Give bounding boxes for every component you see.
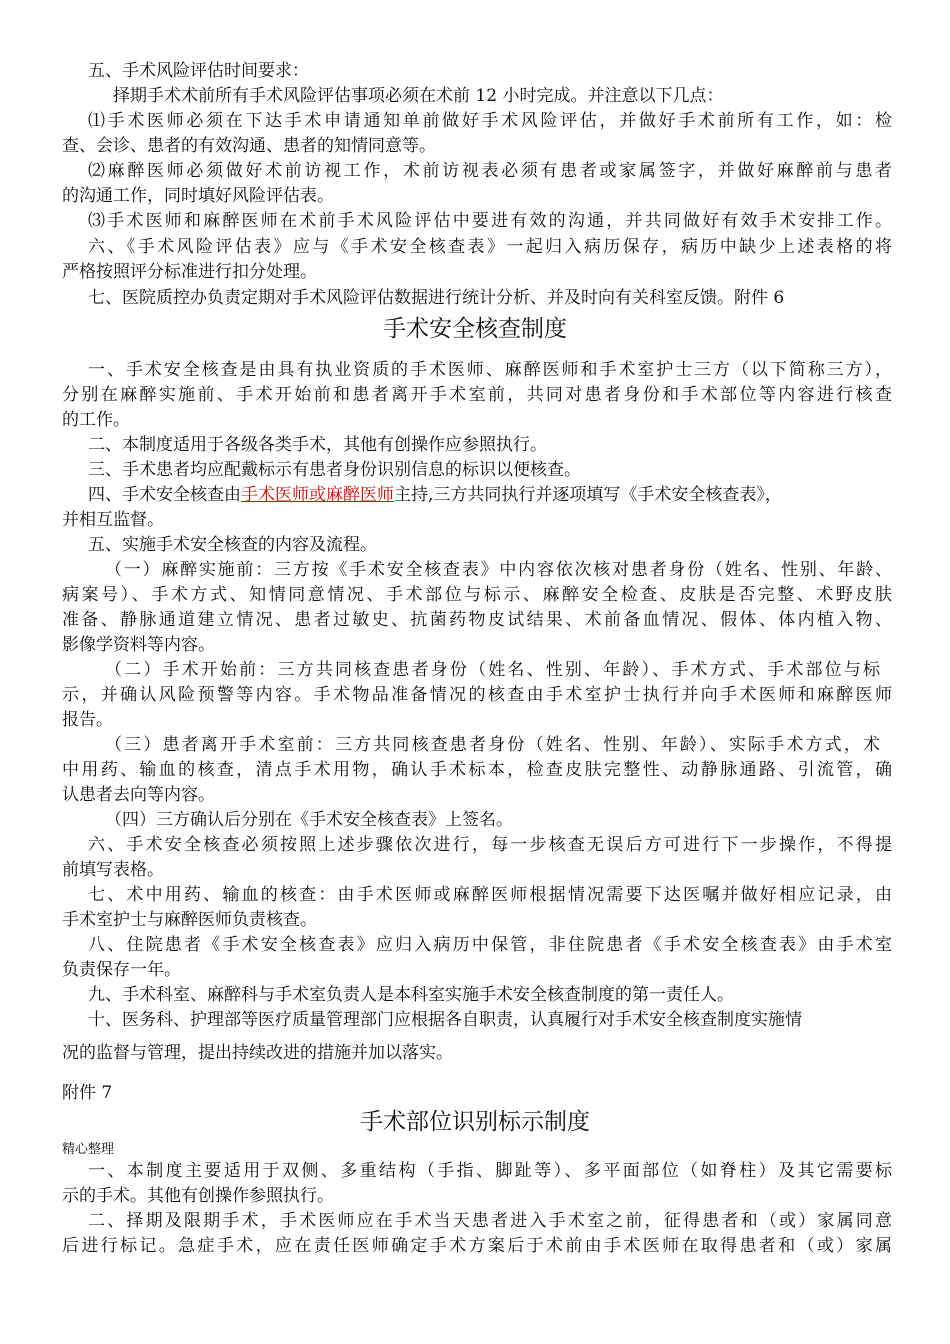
section-five-item3-line1: ⑶手术医师和麻醉医师在术前手术风险评估中要进有效的沟通，并共同做好有效手术安排工作。 [88, 211, 892, 231]
safety-p7-line1: 七、术中用药、输血的核查：由手术医师或麻醉医师根据情况需要下达医嘱并做好相应记录，由 [88, 885, 892, 905]
section-five-item2-line2: 的沟通工作，同时填好风险评估表。 [62, 186, 334, 206]
safety-p4-highlight: 手术医师或麻醉医师 [241, 485, 394, 505]
safety-s1-line4: 影像学资料等内容。 [62, 635, 215, 655]
safety-s3-line2: 中用药、输血的核查，清点手术用物，确认手术标本，检查皮肤完整性、动静脉通路、引流管，确 [62, 760, 892, 780]
site-p2-line2: 后进行标记。急症手术，应在责任医师确定手术方案后于术前由手术医师在取得患者和（或）家属 [62, 1236, 892, 1256]
safety-s4: （四）三方确认后分别在《手术安全核查表》上签名。 [105, 810, 513, 830]
safety-p4-suffix: 主持,三方共同执行并逐项填写《手术安全核查表》， [394, 485, 782, 505]
safety-p8-line1: 八、住院患者《手术安全核查表》应归入病历中保管，非住院患者《手术安全核查表》由手术室 [88, 935, 892, 955]
attachment-7-label: 附件 7 [62, 1083, 113, 1103]
safety-s1-line1: （一）麻醉实施前：三方按《手术安全核查表》中内容依次核对患者身份（姓名、性别、年龄、 [105, 560, 892, 580]
safety-p1-line1: 一、手术安全核查是由具有执业资质的手术医师、麻醉医师和手术室护士三方（以下简称三方）， [88, 360, 892, 380]
safety-s2-line3: 报告。 [62, 710, 113, 730]
safety-s1-line2: 病案号）、手术方式、知情同意情况、手术部位与标示、麻醉安全检查、皮肤是否完整、术野皮肤 [62, 585, 892, 605]
safety-p10-line2: 况的监督与管理，提出持续改进的措施并加以落实。 [62, 1043, 453, 1063]
safety-s1-line3: 准备、静脉通道建立情况、患者过敏史、抗菌药物皮试结果、术前备血情况、假体、体内植入物、 [62, 610, 892, 630]
section-five-intro: 择期手术术前所有手术风险评估事项必须在术前 12 小时完成。并注意以下几点： [113, 86, 724, 106]
site-p1-line1: 一、本制度主要适用于双侧、多重结构（手指、脚趾等）、多平面部位（如脊柱）及其它需要标 [88, 1161, 892, 1181]
safety-s2-line1: （二）手术开始前：三方共同核查患者身份（姓名、性别、年龄）、手术方式、手术部位与标 [105, 660, 880, 680]
safety-p6-line1: 六、手术安全核查必须按照上述步骤依次进行，每一步核查无误后方可进行下一步操作，不得提 [88, 835, 892, 855]
safety-p3: 三、手术患者均应配戴标示有患者身份识别信息的标识以便核查。 [88, 460, 581, 480]
site-p2-line1: 二、择期及限期手术，手术医师应在手术当天患者进入手术室之前，征得患者和（或）家属同意 [88, 1211, 892, 1231]
section-five-item1-line2: 查、会诊、患者的有效沟通、患者的知情同意等。 [62, 136, 436, 156]
safety-s2-line2: 示，并确认风险预警等内容。手术物品准备情况的核查由手术室护士执行并向手术医师和麻醉医师 [62, 685, 892, 705]
section-six-line2: 严格按照评分标准进行扣分处理。 [62, 262, 317, 282]
safety-p9: 九、手术科室、麻醉科与手术室负责人是本科室实施手术安全核查制度的第一责任人。 [88, 985, 734, 1005]
safety-s3-line1: （三）患者离开手术室前：三方共同核查患者身份（姓名、性别、年龄）、实际手术方式，术 [105, 735, 880, 755]
safety-p5: 五、实施手术安全核查的内容及流程。 [88, 535, 377, 555]
safety-p8-line2: 负责保存一年。 [62, 960, 181, 980]
safety-p6-line2: 前填写表格。 [62, 860, 164, 880]
watermark-text: 精心整理 [62, 1142, 115, 1157]
safety-check-title: 手术安全核查制度 [383, 316, 567, 342]
site-marking-title: 手术部位识别标示制度 [360, 1109, 590, 1135]
safety-s3-line3: 认患者去向等内容。 [62, 785, 215, 805]
section-five-item1-line1: ⑴手术医师必须在下达手术申请通知单前做好手术风险评估，并做好手术前所有工作，如：检 [88, 111, 892, 131]
site-p1-line2: 示的手术。其他有创操作参照执行。 [62, 1186, 334, 1206]
safety-p4-line1 [88, 484, 892, 506]
section-six-line1: 六、《手术风险评估表》应与《手术安全核查表》一起归入病历保存，病历中缺少上述表格的将 [88, 237, 892, 257]
safety-p7-line2: 手术室护士与麻醉医师负责核查。 [62, 910, 317, 930]
section-seven-line1: 七、医院质控办负责定期对手术风险评估数据进行统计分析、并及时向有关科室反馈。附件 6 [88, 288, 785, 308]
safety-p10-line1: 十、医务科、护理部等医疗质量管理部门应根据各自职责，认真履行对手术安全核查制度实施情 [88, 1010, 802, 1030]
safety-p1-line3: 的工作。 [62, 410, 130, 430]
safety-p1-line2: 分别在麻醉实施前、手术开始前和患者离开手术室前，共同对患者身份和手术部位等内容进行核查 [62, 385, 892, 405]
section-five-title: 五、手术风险评估时间要求： [88, 61, 309, 81]
section-five-item2-line1: ⑵麻醉医师必须做好术前访视工作，术前访视表必须有患者或家属签字，并做好麻醉前与患者 [88, 161, 892, 181]
safety-p2: 二、本制度适用于各级各类手术，其他有创操作应参照执行。 [88, 435, 547, 455]
safety-p4-line2: 并相互监督。 [62, 510, 164, 530]
safety-p4-prefix: 四、手术安全核查由 [88, 485, 241, 505]
